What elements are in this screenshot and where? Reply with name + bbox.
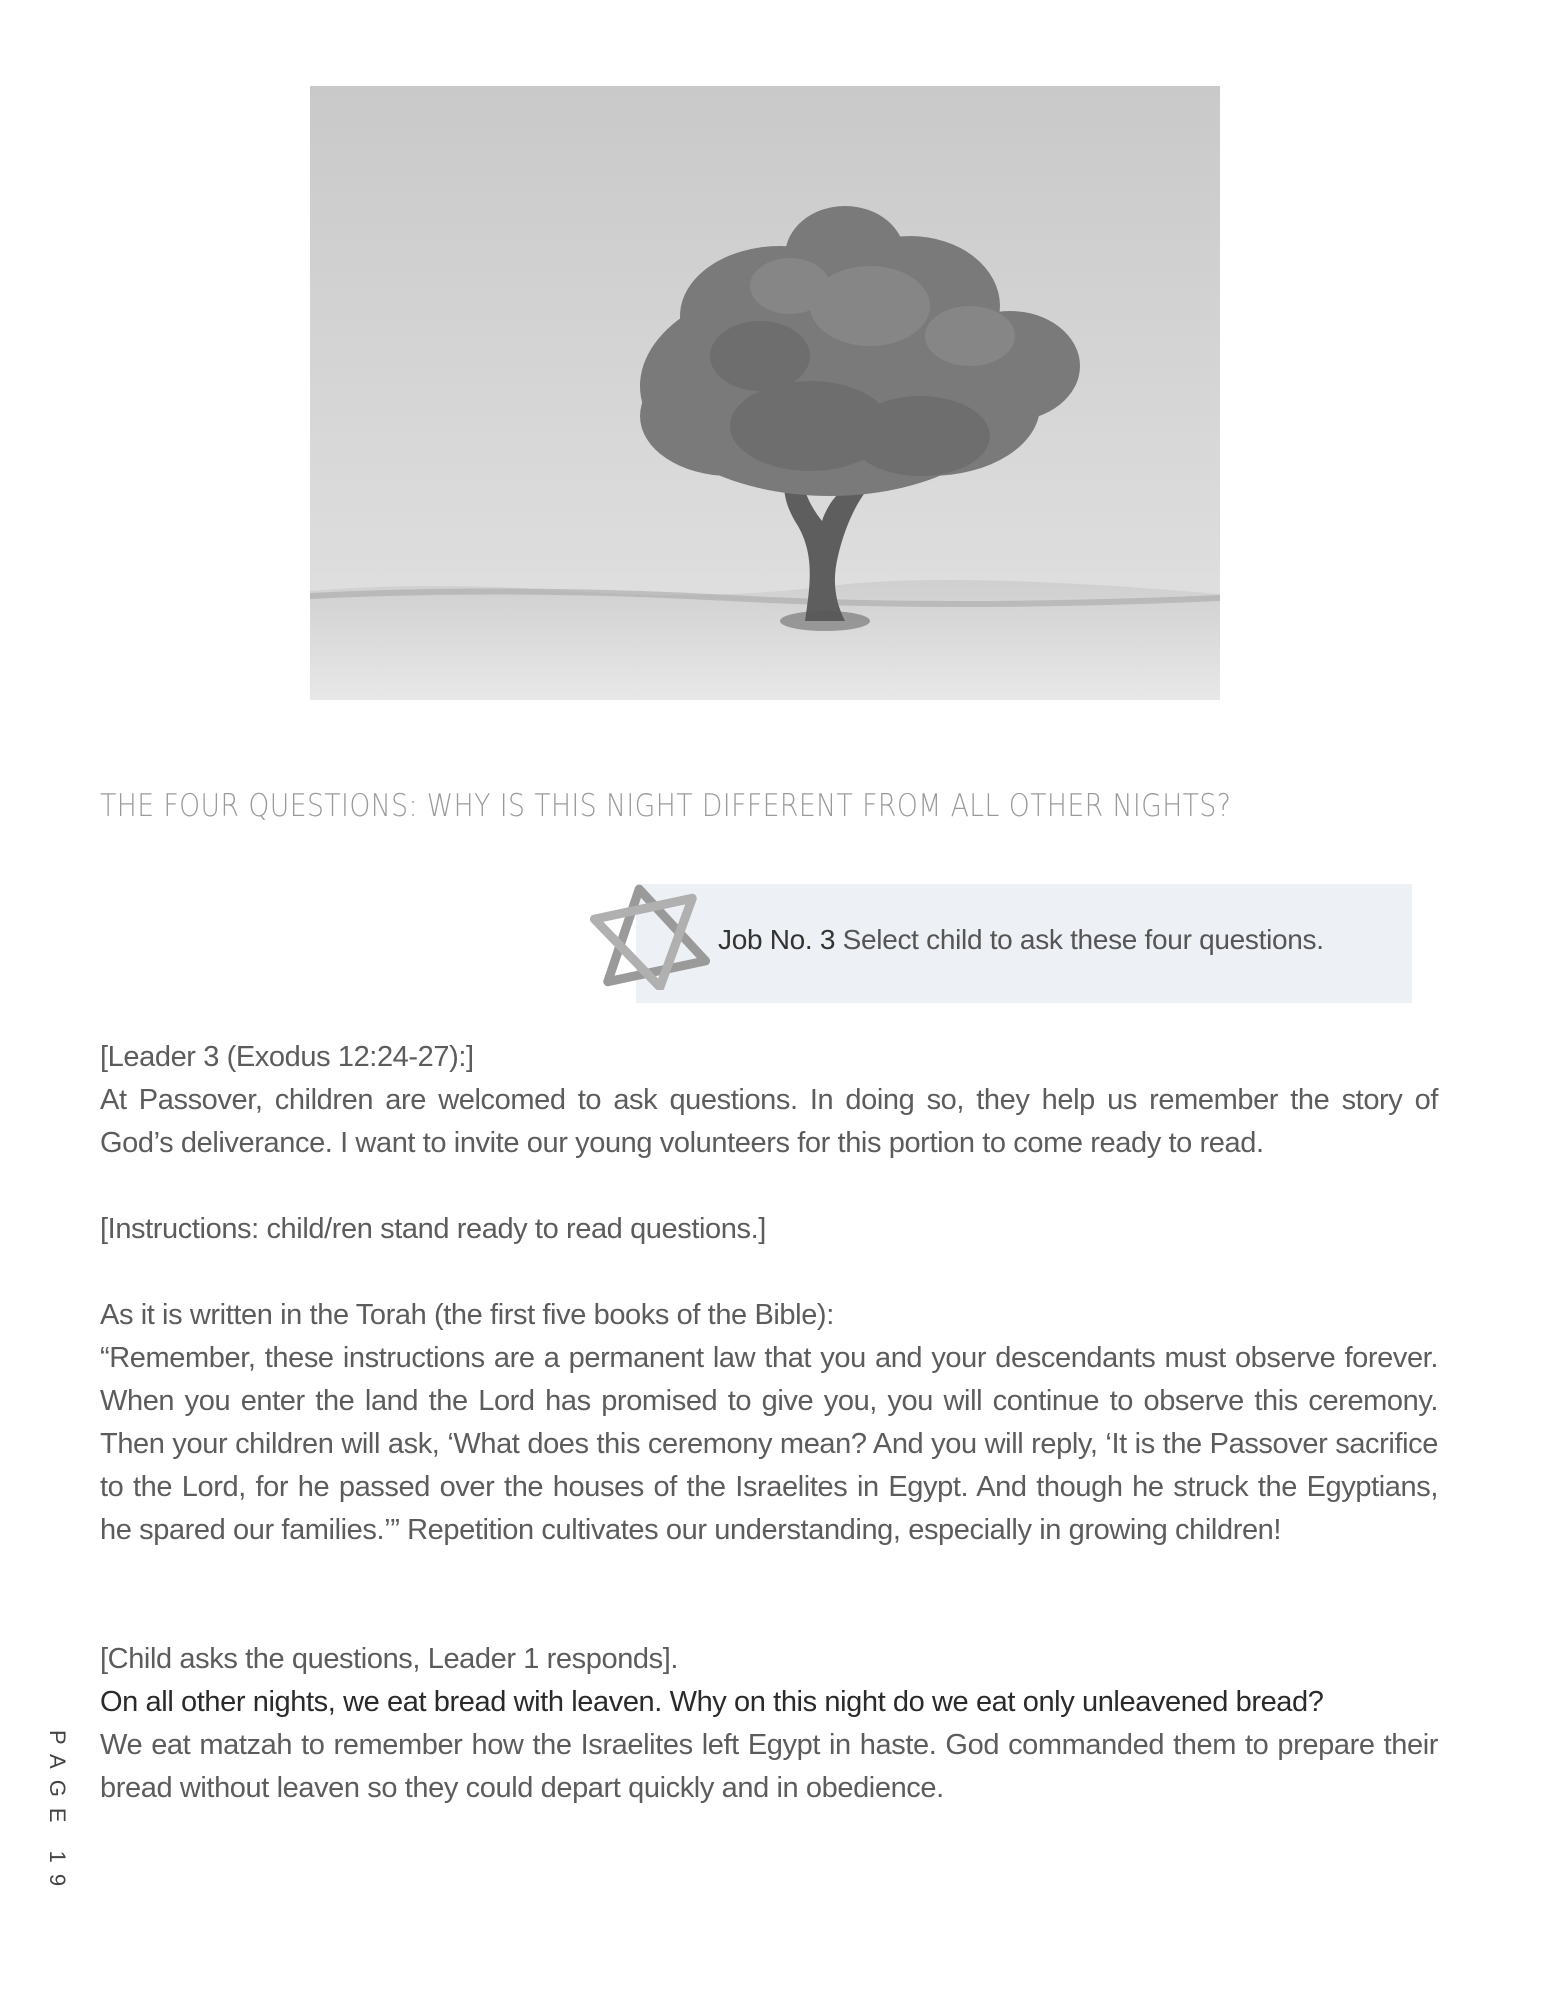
instructions-note: [Instructions: child/ren stand ready to read questions.] — [100, 1213, 766, 1245]
tree-photo — [310, 86, 1220, 700]
answer-1: We eat matzah to remember how the Israelites left Egypt in haste. God commanded them to prepare their bread without leaven so they could depart quickly and in obedience. — [100, 1729, 1438, 1804]
torah-intro: As it is written in the Torah (the first five books of the Bible): — [100, 1299, 834, 1331]
child-cue: [Child asks the questions, Leader 1 responds]. — [100, 1643, 679, 1675]
job-text — [718, 924, 1324, 956]
section-heading: THE FOUR QUESTIONS: WHY IS THIS NIGHT DIFFERENT FROM ALL OTHER NIGHTS? — [100, 788, 1232, 824]
job-description: Select child to ask these four questions. — [835, 924, 1324, 955]
leader-cue: [Leader 3 (Exodus 12:24-27):] — [100, 1041, 474, 1073]
question-1: On all other nights, we eat bread with leaven. Why on this night do we eat only unleavened bread? — [100, 1686, 1324, 1718]
star-of-david-icon — [590, 880, 710, 990]
job-label: Job No. 3 — [718, 924, 836, 955]
body-content — [100, 1036, 1438, 1810]
tree-image — [310, 86, 1220, 700]
intro-paragraph: At Passover, children are welcomed to ask questions. In doing so, they help us remember the story of God’s deliverance. I want to invite our young volunteers for this portion to come ready to read. — [100, 1084, 1438, 1159]
page-number: PAGE 19 — [45, 1730, 70, 1898]
scripture-quote: “Remember, these instructions are a permanent law that you and your descendants must observe forever. When you enter the land the Lord has promised to give you, you will continue to observe this ceremony. Then your children will ask, ‘What does this ceremony mean? And you will reply, ‘It is the Passover sacrifice to the Lord, for he passed over the houses of the Israelites in Egypt. And though he struck the Egyptians, he spared our families.’” Repetition cultivates our understanding, especially in growing children! — [100, 1342, 1438, 1546]
